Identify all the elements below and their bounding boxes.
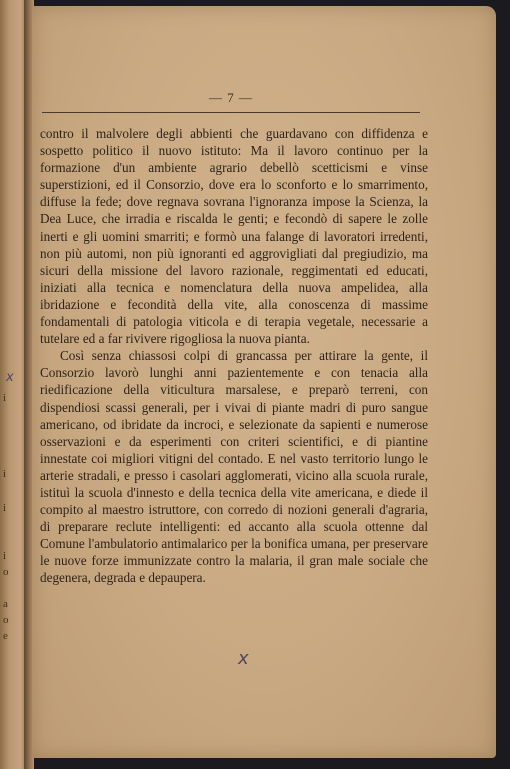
paragraph-1: contro il malvolere degli abbienti che guardavano con diffidenza e sospetto politico il nuovo istituto: Ma il lavoro continuo per la formazione d'un ambiente agrario debellò scetticismi e vinse superstizioni, ed il Consorzio, dove era lo sconforto e lo smarrimento, diffuse la fede; dove regnava sovrana l'ignoranza impose la Scienza, la Dea Luce, che irradia e riscalda le genti; e fecondò di sapere le zolle inerti e gli uomini smarriti; e formò una falange di lavoratori irredenti, non più automi, non più ignoranti ed aggrovigliati dal pregiudizio, ma sicuri della missione del lavoro razionale, reggimentati ed educati, iniziati alla tecnica e nomenclatura della nuova ampelidea, alla ibridazione e fecondità della vite, alla conoscenza di massime fondamentali di patologia viticola e di terapia vegetale, necessarie a tutelare ed a far rivivere rigogliosa la nuova pianta. bbox=[40, 126, 428, 347]
facing-page-fragment: i bbox=[3, 468, 7, 480]
facing-page-fragment: o bbox=[3, 566, 9, 578]
facing-page-fragment: a bbox=[3, 598, 8, 610]
handwritten-mark: x bbox=[238, 648, 249, 669]
facing-page-fragment: o bbox=[3, 614, 9, 626]
page-body bbox=[40, 125, 428, 587]
facing-page-fragment: i bbox=[3, 392, 7, 404]
facing-page-fragment: i bbox=[3, 550, 7, 562]
facing-page-fragment: e bbox=[3, 630, 8, 642]
page-number: — 7 — bbox=[209, 90, 253, 105]
facing-page-fragment: i bbox=[3, 502, 7, 514]
book-page bbox=[32, 6, 496, 758]
handwritten-mark: x bbox=[6, 370, 14, 385]
header-rule bbox=[42, 112, 420, 113]
paragraph-2: Così senza chiassosi colpi di grancassa per attirare la gente, il Consorzio lavorò lunghi anni pazientemente e con tenacia alla riedificazione della viticultura marsalese, e preparò terreni, con dispendiosi scassi generali, per i vivai di piante madri di puro sangue americano, od ibridate da incroci, e selezionate da sapienti e numerose osservazioni e da esperimenti con criteri scientifici, e di piantine innestate coi migliori vitigni del contado. E nel vasto territorio lungo le arterie stradali, e presso i casolari agglomerati, vicino alla scuola rurale, istituì la scuola d'innesto e della tecnica della vite americana, e diede il compito al maestro istruttore, con corredo di nozioni generali d'agraria, di preparare reclute intelligenti: ed accanto alla scuola ottenne dal Comune l'ambulatorio antimalarico per la bonifica umana, per preservare le nuove forze immunizzate contro la malaria, il gran male sociale che degenera, degrada e depaupera. bbox=[40, 348, 428, 586]
